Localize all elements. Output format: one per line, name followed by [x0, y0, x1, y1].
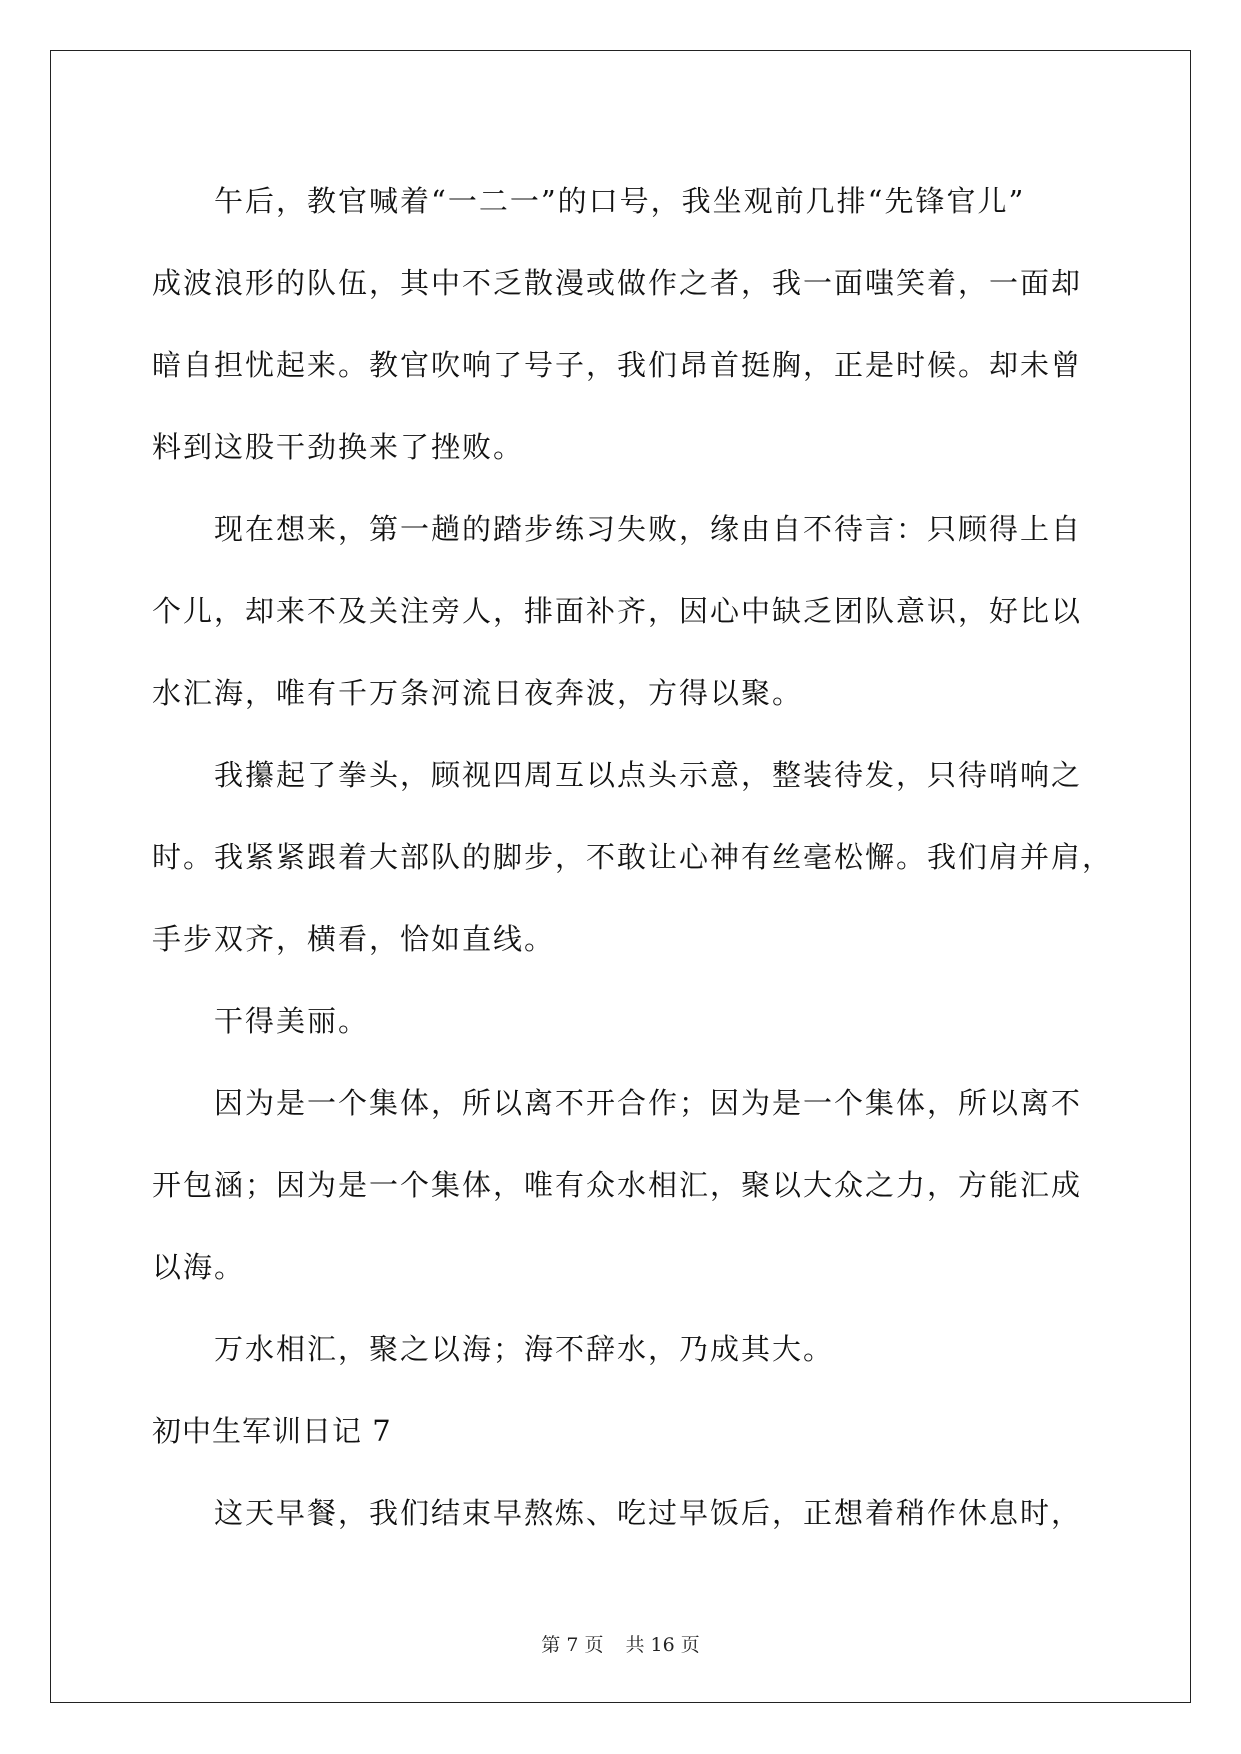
section-heading: 初中生军训日记 7	[152, 1414, 392, 1448]
page-footer	[0, 1630, 1241, 1657]
paragraph-7: 这天早餐，我们结束早熬炼、吃过早饭后，正想着稍作休息时，	[214, 1496, 1083, 1530]
paragraph-1: 午后，教官喊着“一二一”的口号，我坐观前几排“先锋官儿” 成波浪形的队伍，其中不乏散漫或做作之者，我一面嗤笑着，一面却 暗自担忧起来。教官吹响了号子，我们昂首挺胸，正是时候。却未曾 料到这股干劲换来了挫败。	[152, 184, 1083, 464]
paragraph-4: 干得美丽。	[214, 1004, 370, 1038]
page-total: 共 16 页	[625, 1634, 700, 1656]
paragraph-2: 现在想来，第一趟的踏步练习失败，缘由自不待言：只顾得上自 个儿，却来不及关注旁人，排面补齐，因心中缺乏团队意识，好比以 水汇海，唯有千万条河流日夜奔波，方得以聚。	[152, 512, 1083, 710]
paragraph-5: 因为是一个集体，所以离不开合作；因为是一个集体，所以离不 开包涵；因为是一个集体，唯有众水相汇，聚以大众之力，方能汇成 以海。	[152, 1086, 1083, 1284]
paragraph-3: 我攥起了拳头，顾视四周互以点头示意，整装待发，只待哨响之 时。我紧紧跟着大部队的脚步，不敢让心神有丝毫松懈。我们肩并肩， 手步双齐，横看，恰如直线。	[152, 758, 1114, 956]
paragraph-6: 万水相汇，聚之以海；海不辞水，乃成其大。	[214, 1332, 835, 1366]
document-body	[152, 160, 1132, 1554]
page-number: 第 7 页	[541, 1634, 604, 1656]
